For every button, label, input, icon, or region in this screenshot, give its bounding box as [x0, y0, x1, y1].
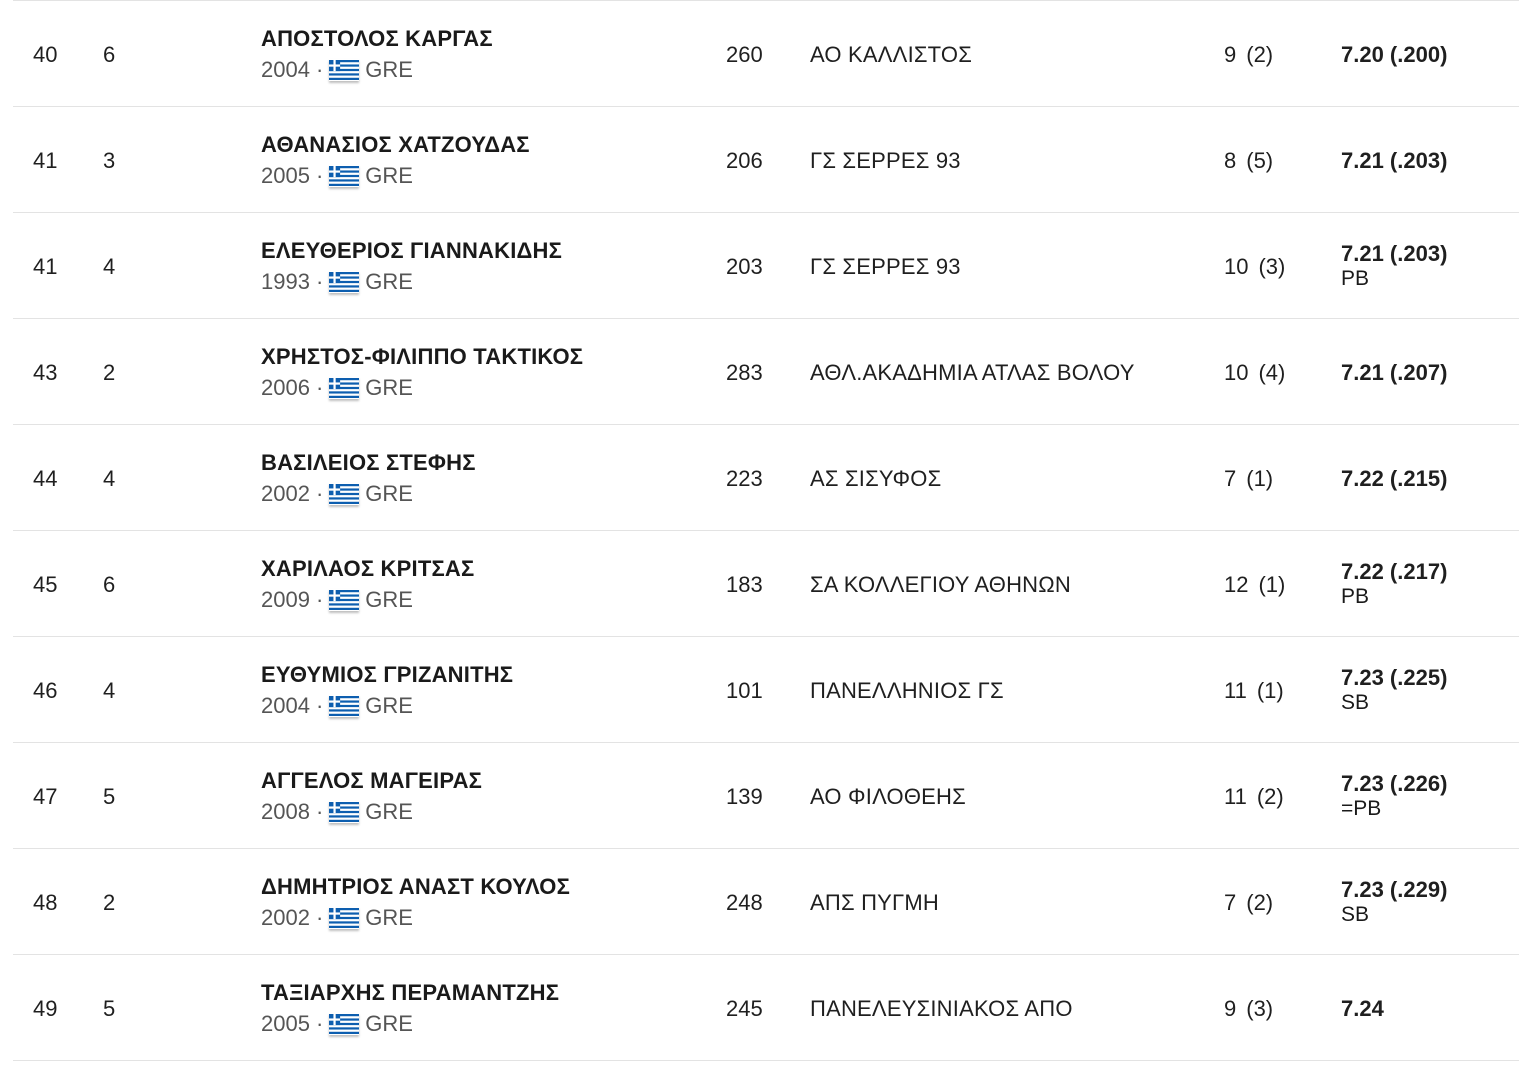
result-cell	[1341, 42, 1447, 68]
heat-place	[1224, 572, 1285, 598]
separator: ·	[315, 1011, 324, 1036]
athlete-name[interactable]: ΑΓΓΕΛΟΣ ΜΑΓΕΙΡΑΣ	[261, 768, 483, 793]
athlete-name[interactable]: ΤΑΞΙΑΡΧΗΣ ΠΕΡΑΜΑΝΤΖΗΣ	[261, 980, 560, 1005]
separator: ·	[315, 375, 324, 400]
heat-number: 11	[1224, 784, 1247, 809]
bib-number: 248	[726, 890, 763, 915]
heat-place	[1224, 996, 1273, 1022]
lane: 4	[103, 254, 116, 279]
nationality: GRE	[365, 905, 413, 930]
athlete-name[interactable]: ΕΛΕΥΘΕΡΙΟΣ ΓΙΑΝΝΑΚΙΔΗΣ	[261, 238, 563, 263]
athlete-meta	[261, 1011, 559, 1037]
birth-year: 2004	[261, 57, 310, 82]
club-name: ΠΑΝΕΛΕΥΣΙΝΙΑΚΟΣ ΑΠΟ	[810, 996, 1073, 1021]
separator: ·	[315, 905, 324, 930]
result-row[interactable]	[13, 849, 1519, 955]
athlete-cell	[261, 874, 570, 931]
heat-number: 10	[1224, 360, 1249, 385]
lane: 5	[103, 784, 116, 809]
rank: 47	[33, 784, 58, 809]
heat-number: 12	[1224, 572, 1249, 597]
athlete-meta	[261, 163, 530, 189]
separator: ·	[315, 693, 324, 718]
result-row[interactable]	[13, 1, 1519, 107]
lane: 3	[103, 148, 116, 173]
heat-place	[1224, 42, 1273, 68]
athlete-meta	[261, 481, 476, 507]
rank: 48	[33, 890, 58, 915]
athlete-cell	[261, 768, 482, 825]
result-cell	[1341, 360, 1447, 386]
separator: ·	[315, 799, 324, 824]
lane: 2	[103, 890, 116, 915]
lane: 2	[103, 360, 116, 385]
result-time: 7.22 (.215)	[1341, 466, 1448, 491]
athlete-cell	[261, 556, 474, 613]
athlete-name[interactable]: ΑΘΑΝΑΣΙΟΣ ΧΑΤΖΟΥΔΑΣ	[261, 132, 530, 157]
result-note: =PB	[1341, 797, 1382, 820]
athlete-cell	[261, 238, 562, 295]
bib-number: 245	[726, 996, 763, 1021]
heat-place	[1224, 678, 1284, 704]
athlete-name[interactable]: ΔΗΜΗΤΡΙΟΣ ΑΝΑΣΤ ΚΟΥΛΟΣ	[261, 874, 571, 899]
bib-number: 206	[726, 148, 763, 173]
athlete-meta	[261, 375, 583, 401]
separator: ·	[315, 163, 324, 188]
result-row[interactable]	[13, 531, 1519, 637]
bib-number: 283	[726, 360, 763, 385]
lane: 5	[103, 996, 116, 1021]
birth-year: 2008	[261, 799, 310, 824]
birth-year: 2009	[261, 587, 310, 612]
rank: 40	[33, 42, 58, 67]
nationality: GRE	[365, 481, 413, 506]
result-time: 7.21 (.203)	[1341, 241, 1448, 266]
greece-flag-icon	[329, 377, 359, 399]
greece-flag-icon	[329, 1013, 359, 1035]
heat-number: 11	[1224, 678, 1247, 703]
heat-place	[1224, 890, 1273, 916]
result-time: 7.23 (.229)	[1341, 877, 1448, 902]
rank: 44	[33, 466, 58, 491]
result-row[interactable]	[13, 213, 1519, 319]
heat-position: (3)	[1246, 996, 1274, 1021]
athlete-meta	[261, 693, 513, 719]
nationality: GRE	[365, 1011, 413, 1036]
greece-flag-icon	[329, 695, 359, 717]
heat-position: (2)	[1246, 890, 1274, 915]
athlete-cell	[261, 662, 513, 719]
athlete-meta	[261, 57, 493, 83]
greece-flag-icon	[329, 271, 359, 293]
birth-year: 1993	[261, 269, 310, 294]
athlete-cell	[261, 26, 493, 83]
greece-flag-icon	[329, 907, 359, 929]
result-cell	[1341, 771, 1447, 821]
rank: 45	[33, 572, 58, 597]
result-time: 7.23 (.226)	[1341, 771, 1448, 796]
rank: 46	[33, 678, 58, 703]
nationality: GRE	[365, 269, 413, 294]
athlete-meta	[261, 905, 570, 931]
lane: 4	[103, 678, 116, 703]
greece-flag-icon	[329, 483, 359, 505]
result-cell	[1341, 559, 1447, 609]
birth-year: 2005	[261, 163, 310, 188]
greece-flag-icon	[329, 165, 359, 187]
result-note: SB	[1341, 691, 1370, 714]
heat-place	[1224, 466, 1273, 492]
result-row[interactable]	[13, 637, 1519, 743]
result-note: PB	[1341, 585, 1370, 608]
athlete-name[interactable]: ΧΡΗΣΤΟΣ-ΦΙΛΙΠΠΟ ΤΑΚΤΙΚΟΣ	[261, 344, 584, 369]
birth-year: 2002	[261, 905, 310, 930]
bib-number: 260	[726, 42, 763, 67]
greece-flag-icon	[329, 801, 359, 823]
result-note: PB	[1341, 267, 1370, 290]
lane: 6	[103, 572, 116, 597]
result-cell	[1341, 148, 1447, 174]
heat-number: 9	[1224, 996, 1237, 1021]
lane: 4	[103, 466, 116, 491]
athlete-name[interactable]: ΑΠΟΣΤΟΛΟΣ ΚΑΡΓΑΣ	[261, 26, 493, 51]
result-note: SB	[1341, 903, 1370, 926]
heat-position: (3)	[1258, 254, 1286, 279]
bib-number: 203	[726, 254, 763, 279]
athlete-cell	[261, 132, 530, 189]
heat-position: (2)	[1246, 42, 1274, 67]
club-name: ΑΟ ΦΙΛΟΘΕΗΣ	[810, 784, 966, 809]
athlete-name[interactable]: ΧΑΡΙΛΑΟΣ ΚΡΙΤΣΑΣ	[261, 556, 475, 581]
separator: ·	[315, 57, 324, 82]
result-row[interactable]	[13, 425, 1519, 531]
club-name: ΑΘΛ.ΑΚΑΔΗΜΙΑ ΑΤΛΑΣ ΒΟΛΟΥ	[810, 360, 1135, 385]
heat-position: (1)	[1256, 678, 1284, 703]
greece-flag-icon	[329, 589, 359, 611]
birth-year: 2004	[261, 693, 310, 718]
athlete-meta	[261, 269, 562, 295]
result-cell	[1341, 996, 1384, 1022]
athlete-meta	[261, 799, 482, 825]
result-cell	[1341, 466, 1447, 492]
heat-number: 8	[1224, 148, 1237, 173]
heat-place	[1224, 254, 1285, 280]
result-time: 7.21 (.207)	[1341, 360, 1448, 385]
birth-year: 2006	[261, 375, 310, 400]
athlete-cell	[261, 980, 559, 1037]
result-cell	[1341, 665, 1447, 715]
nationality: GRE	[365, 587, 413, 612]
result-row[interactable]	[13, 743, 1519, 849]
heat-number: 7	[1224, 466, 1237, 491]
result-time: 7.20 (.200)	[1341, 42, 1448, 67]
athlete-name[interactable]: ΕΥΘΥΜΙΟΣ ΓΡΙΖΑΝΙΤΗΣ	[261, 662, 514, 687]
separator: ·	[315, 481, 324, 506]
separator: ·	[315, 587, 324, 612]
club-name: ΓΣ ΣΕΡΡΕΣ 93	[810, 148, 961, 173]
club-name: ΣΑ ΚΟΛΛΕΓΙΟΥ ΑΘΗΝΩΝ	[810, 572, 1071, 597]
nationality: GRE	[365, 799, 413, 824]
heat-position: (4)	[1258, 360, 1286, 385]
result-time: 7.21 (.203)	[1341, 148, 1448, 173]
rank: 41	[33, 148, 58, 173]
result-time: 7.24	[1341, 996, 1384, 1021]
result-row[interactable]	[13, 955, 1519, 1061]
club-name: ΓΣ ΣΕΡΡΕΣ 93	[810, 254, 961, 279]
bib-number: 139	[726, 784, 763, 809]
club-name: ΑΠΣ ΠΥΓΜΗ	[810, 890, 939, 915]
result-cell	[1341, 877, 1447, 927]
club-name: ΠΑΝΕΛΛΗΝΙΟΣ ΓΣ	[810, 678, 1004, 703]
heat-position: (1)	[1258, 572, 1286, 597]
rank: 49	[33, 996, 58, 1021]
nationality: GRE	[365, 163, 413, 188]
rank: 43	[33, 360, 58, 385]
rank: 41	[33, 254, 58, 279]
results-table	[13, 0, 1519, 1061]
result-time: 7.23 (.225)	[1341, 665, 1448, 690]
result-time: 7.22 (.217)	[1341, 559, 1448, 584]
athlete-cell	[261, 344, 583, 401]
greece-flag-icon	[329, 59, 359, 81]
bib-number: 223	[726, 466, 763, 491]
result-row[interactable]	[13, 107, 1519, 213]
separator: ·	[315, 269, 324, 294]
heat-position: (2)	[1256, 784, 1284, 809]
club-name: ΑΣ ΣΙΣΥΦΟΣ	[810, 466, 942, 491]
heat-place	[1224, 148, 1273, 174]
heat-number: 7	[1224, 890, 1237, 915]
heat-number: 9	[1224, 42, 1237, 67]
birth-year: 2005	[261, 1011, 310, 1036]
athlete-name[interactable]: ΒΑΣΙΛΕΙΟΣ ΣΤΕΦΗΣ	[261, 450, 476, 475]
heat-place	[1224, 360, 1285, 386]
bib-number: 183	[726, 572, 763, 597]
birth-year: 2002	[261, 481, 310, 506]
result-cell	[1341, 241, 1447, 291]
heat-position: (1)	[1246, 466, 1274, 491]
heat-place	[1224, 784, 1284, 810]
club-name: ΑΟ ΚΑΛΛΙΣΤΟΣ	[810, 42, 973, 67]
heat-position: (5)	[1246, 148, 1274, 173]
result-row[interactable]	[13, 319, 1519, 425]
lane: 6	[103, 42, 116, 67]
athlete-cell	[261, 450, 476, 507]
athlete-meta	[261, 587, 474, 613]
nationality: GRE	[365, 375, 413, 400]
nationality: GRE	[365, 57, 413, 82]
bib-number: 101	[726, 678, 763, 703]
nationality: GRE	[365, 693, 413, 718]
heat-number: 10	[1224, 254, 1249, 279]
